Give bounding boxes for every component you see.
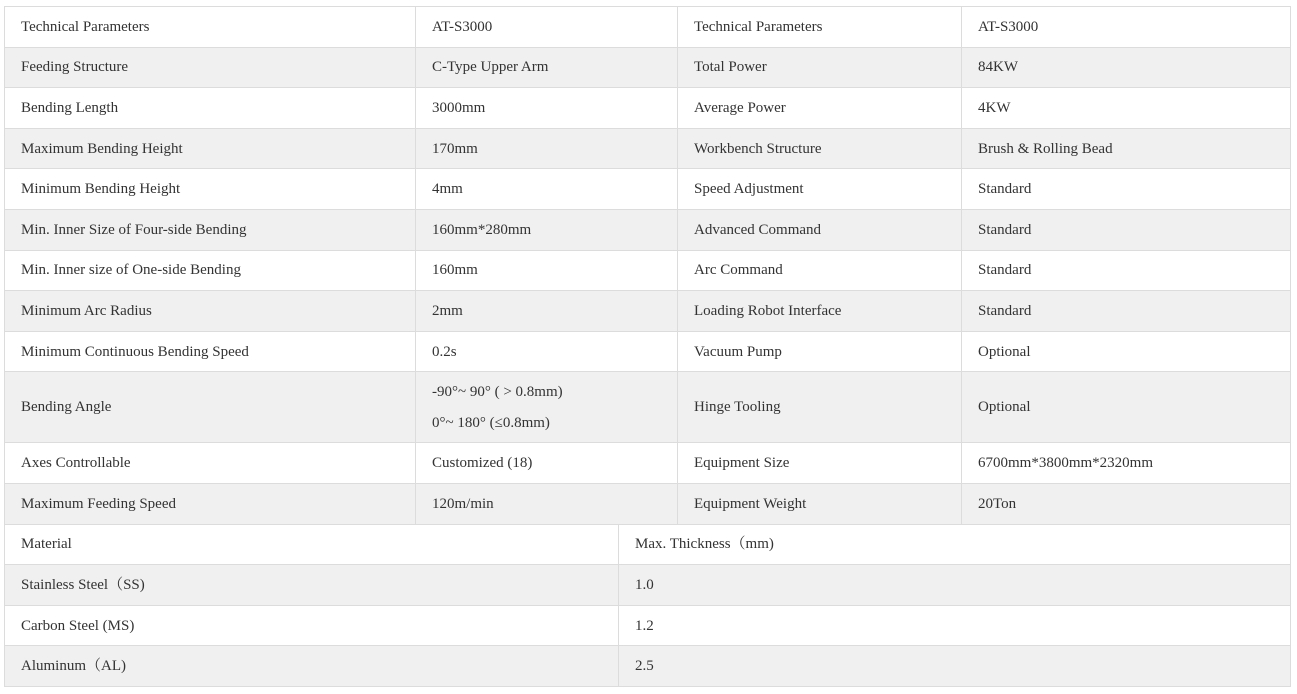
table-row [5, 483, 1291, 524]
parameter-value: Standard [962, 209, 1291, 250]
table-row [5, 250, 1291, 291]
parameter-name: Min. Inner size of One-side Bending [5, 250, 416, 291]
material-thickness: 1.0 [619, 565, 1291, 606]
parameter-value: 4mm [416, 169, 678, 210]
table-row [5, 646, 1291, 687]
parameter-name: Average Power [678, 88, 962, 129]
parameter-value: Customized (18) [416, 443, 678, 484]
parameter-value: 84KW [962, 47, 1291, 88]
parameter-name: Maximum Bending Height [5, 128, 416, 169]
parameter-name: Equipment Size [678, 443, 962, 484]
table-row [5, 209, 1291, 250]
table-row [5, 7, 1291, 48]
parameter-value: C-Type Upper Arm [416, 47, 678, 88]
material-name: Stainless Steel（SS) [5, 565, 619, 606]
table-row [5, 47, 1291, 88]
parameter-name: Bending Angle [5, 372, 416, 443]
parameter-name: Total Power [678, 47, 962, 88]
parameter-value: Standard [962, 169, 1291, 210]
parameter-name: Workbench Structure [678, 128, 962, 169]
thickness-column-header: Max. Thickness（mm) [619, 524, 1291, 565]
parameter-name: Minimum Arc Radius [5, 291, 416, 332]
parameter-value: Standard [962, 250, 1291, 291]
table-header-row [5, 524, 1291, 565]
material-name: Aluminum（AL) [5, 646, 619, 687]
material-thickness-table [4, 524, 1291, 687]
parameter-value: 20Ton [962, 483, 1291, 524]
parameter-name: Maximum Feeding Speed [5, 483, 416, 524]
parameter-value: 2mm [416, 291, 678, 332]
parameter-value: AT-S3000 [962, 7, 1291, 48]
parameter-name: Minimum Bending Height [5, 169, 416, 210]
bending-angle-range-large: -90°~ 90° ( > 0.8mm) [432, 383, 563, 400]
parameter-value: 3000mm [416, 88, 678, 129]
material-column-header: Material [5, 524, 619, 565]
parameter-name: Bending Length [5, 88, 416, 129]
technical-parameters-table [4, 6, 1291, 525]
parameter-name: Technical Parameters [5, 7, 416, 48]
parameter-value: Standard [962, 291, 1291, 332]
parameter-value: 170mm [416, 128, 678, 169]
table-row [5, 169, 1291, 210]
parameter-name: Advanced Command [678, 209, 962, 250]
bending-angle-range-small: 0°~ 180° (≤0.8mm) [432, 414, 550, 431]
parameter-value: 160mm*280mm [416, 209, 678, 250]
table-row [5, 128, 1291, 169]
parameter-name: Minimum Continuous Bending Speed [5, 331, 416, 372]
parameter-value: 160mm [416, 250, 678, 291]
parameter-name: Hinge Tooling [678, 372, 962, 443]
material-name: Carbon Steel (MS) [5, 605, 619, 646]
table-row [5, 565, 1291, 606]
parameter-value: 4KW [962, 88, 1291, 129]
parameter-name: Loading Robot Interface [678, 291, 962, 332]
parameter-value: Optional [962, 331, 1291, 372]
parameter-value: AT-S3000 [416, 7, 678, 48]
table-row [5, 443, 1291, 484]
parameter-name: Min. Inner Size of Four-side Bending [5, 209, 416, 250]
table-row [5, 88, 1291, 129]
table-row [5, 331, 1291, 372]
material-thickness: 2.5 [619, 646, 1291, 687]
parameter-name: Axes Controllable [5, 443, 416, 484]
parameter-name: Equipment Weight [678, 483, 962, 524]
table-row [5, 605, 1291, 646]
material-thickness: 1.2 [619, 605, 1291, 646]
table-row [5, 372, 1291, 443]
parameter-value: Optional [962, 372, 1291, 443]
parameter-value: 6700mm*3800mm*2320mm [962, 443, 1291, 484]
parameter-name: Technical Parameters [678, 7, 962, 48]
parameter-name: Feeding Structure [5, 47, 416, 88]
parameter-value: 0.2s [416, 331, 678, 372]
parameter-value: 120m/min [416, 483, 678, 524]
parameter-name: Speed Adjustment [678, 169, 962, 210]
parameter-name: Arc Command [678, 250, 962, 291]
parameter-value: Brush & Rolling Bead [962, 128, 1291, 169]
table-row [5, 291, 1291, 332]
parameter-value [416, 372, 678, 443]
spec-sheet [4, 6, 1290, 687]
parameter-name: Vacuum Pump [678, 331, 962, 372]
